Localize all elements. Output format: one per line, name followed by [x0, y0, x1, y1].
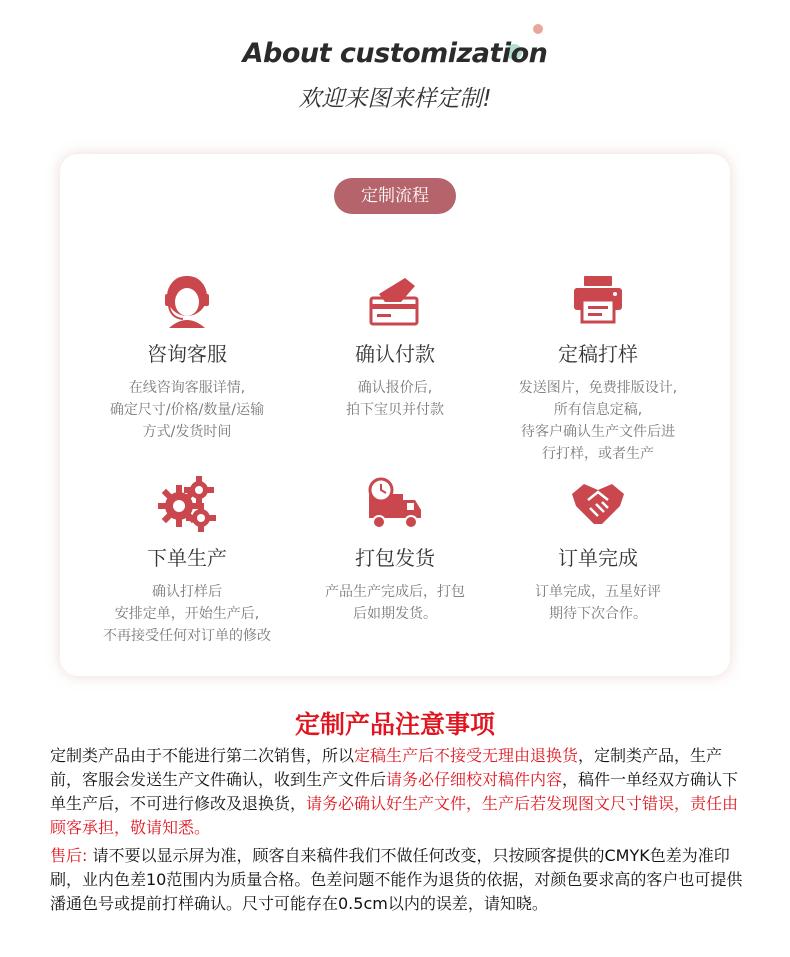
step-desc: 确认打样后 安排定单，开始生产后, 不再接受任何对订单的修改: [103, 584, 271, 644]
step-production: [77, 476, 297, 647]
process-badge: 定制流程: [334, 178, 456, 214]
title-chinese: 欢迎来图来样定制!: [298, 86, 492, 112]
notice-text: 定制类产品由于不能进行第二次销售，所以: [50, 746, 355, 765]
step-shipping: [285, 476, 505, 625]
notice-text: 请不要以显示屏为准，顾客自来稿件我们不做任何改变，只按顾客提供的CMYK色差为准印刷，业内色差10范围内为质量合格。色差问题不能作为退货的依据，对颜色要求高的客户也可提供潘通色号或提前打样确认。尺寸可能存在0.5cm以内的误差，请知晓。: [50, 846, 743, 913]
step-desc: 产品生产完成后，打包 后如期发货。: [325, 584, 465, 622]
step-name: 打包发货: [355, 546, 435, 570]
step-desc: 在线咨询客服详情, 确定尺寸/价格/数量/运输 方式/发货时间: [109, 380, 265, 440]
step-name: 下单生产: [147, 546, 227, 570]
notice-text: ，定制类产品，生产前，客服会发送生产文件确认，收到生产文件后: [50, 746, 723, 789]
decor-dot: [533, 24, 543, 34]
notice-text: ，稿件一单经双方确认下单生产后，不可进行修改及退换货，: [50, 770, 739, 813]
handshake-icon: [568, 476, 628, 532]
step-payment: [285, 272, 505, 421]
notice-paragraph-1: [50, 744, 750, 840]
step-desc: 发送图片，免费排版设计, 所有信息定稿, 待客户确认生产文件后进 行打样，或者生产: [518, 380, 678, 462]
notice-highlight: 请务必仔细校对稿件内容: [386, 770, 563, 789]
notice-paragraph-2: [50, 844, 750, 916]
process-card: [60, 154, 730, 676]
step-desc: 订单完成，五星好评 期待下次合作。: [535, 584, 661, 622]
step-name: 咨询客服: [147, 342, 227, 366]
title-english: About customization: [242, 38, 548, 69]
printer-icon: [568, 272, 628, 328]
after-sales-label: 售后:: [50, 846, 88, 865]
step-name: 订单完成: [558, 546, 638, 570]
notice-title: 定制产品注意事项: [294, 710, 495, 739]
step-complete: [488, 476, 708, 625]
delivery-truck-icon: [365, 476, 425, 532]
customer-service-icon: [157, 272, 217, 328]
step-name: 定稿打样: [558, 342, 638, 366]
payment-card-icon: [365, 272, 425, 328]
notice-highlight: 请务必确认好生产文件，生产后若发现图文尺寸错误，责任由顾客承担，敬请知悉。: [50, 794, 739, 837]
step-consult: [77, 272, 297, 443]
notice-highlight: 定稿生产后不接受无理由退换货: [354, 746, 579, 765]
header: [0, 0, 790, 120]
gears-icon: [157, 476, 217, 532]
step-name: 确认付款: [355, 342, 435, 366]
step-desc: 确认报价后, 拍下宝贝并付款: [346, 380, 444, 418]
step-proofing: [488, 272, 708, 465]
